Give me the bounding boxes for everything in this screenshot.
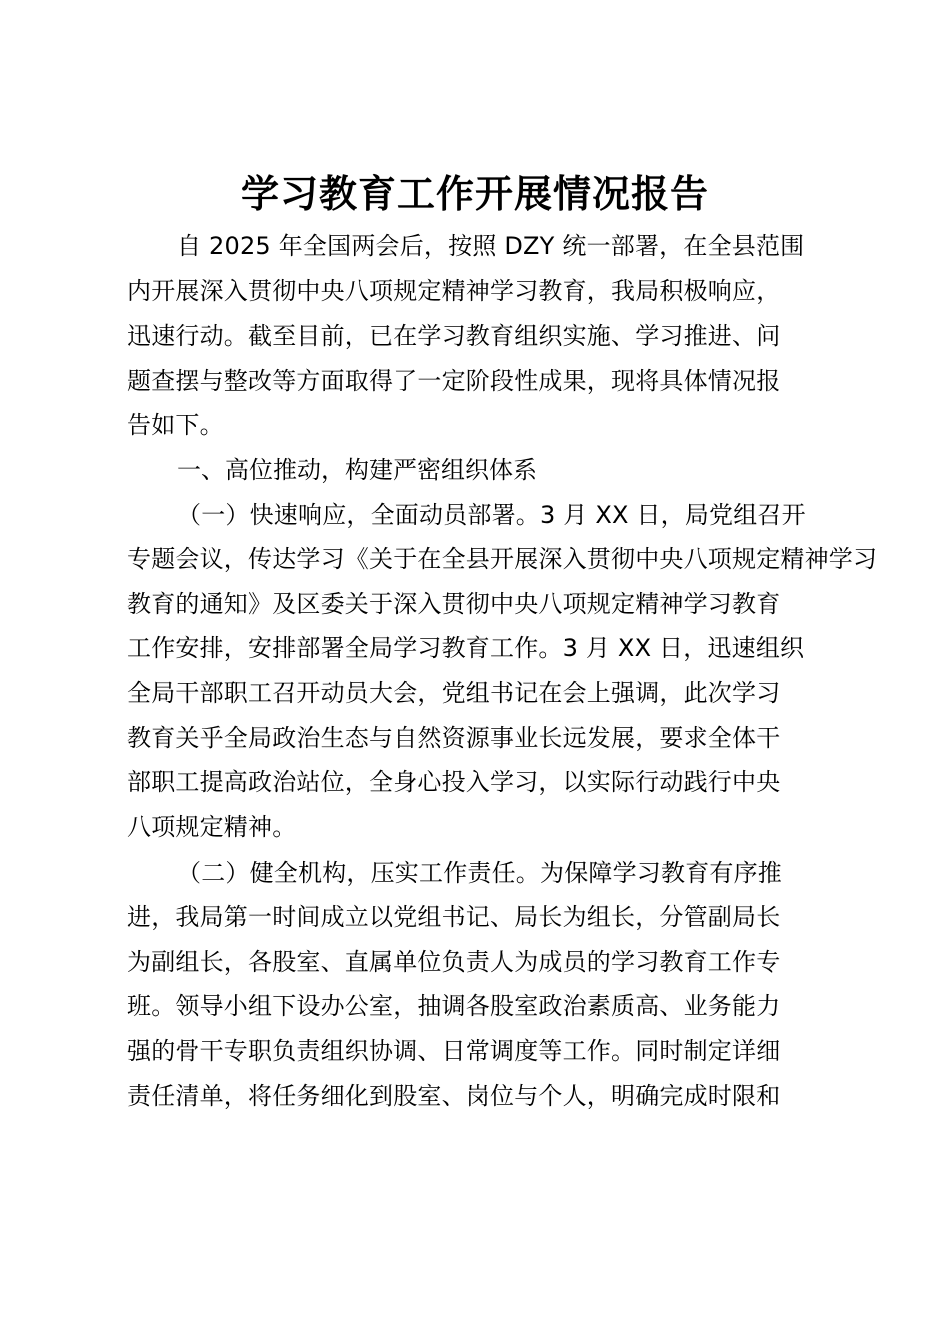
paragraph-line: 全局干部职工召开动员大会，党组书记在会上强调，此次学习 [127,679,781,707]
paragraph-line: 迅速行动。截至目前，已在学习教育组织实施、学习推进、问 [127,322,781,350]
paragraph-line: 自 2025 年全国两会后，按照 DZY 统一部署，在全县范围 [177,232,805,260]
paragraph-line: 内开展深入贯彻中央八项规定精神学习教育，我局积极响应， [127,277,781,305]
paragraph-line: （二）健全机构，压实工作责任。为保障学习教育有序推 [177,859,782,887]
document-title: 学习教育工作开展情况报告 [240,172,709,216]
paragraph-line: 教育关乎全局政治生态与自然资源事业长远发展，要求全体干 [127,724,781,752]
paragraph-line: 部职工提高政治站位，全身心投入学习，以实际行动践行中央 [127,768,781,796]
paragraph-line: 班。领导小组下设办公室，抽调各股室政治素质高、业务能力 [127,992,781,1020]
paragraph-line: 强的骨干专职负责组织协调、日常调度等工作。同时制定详细 [127,1037,781,1065]
section-heading: 一、高位推动，构建严密组织体系 [177,456,537,484]
paragraph-line: 工作安排，安排部署全局学习教育工作。3 月 XX 日，迅速组织 [127,634,805,662]
paragraph-line: 专题会议，传达学习《关于在全县开展深入贯彻中央八项规定精神学习 [127,545,878,573]
paragraph-line: 为副组长，各股室、直属单位负责人为成员的学习教育工作专 [127,948,781,976]
paragraph-line: 八项规定精神。 [127,813,297,841]
paragraph-line: （一）快速响应，全面动员部署。3 月 XX 日，局党组召开 [177,501,806,529]
paragraph-line: 告如下。 [127,411,224,439]
paragraph-line: 进，我局第一时间成立以党组书记、局长为组长，分管副局长 [127,903,781,931]
paragraph-line: 教育的通知》及区委关于深入贯彻中央八项规定精神学习教育 [127,590,781,618]
paragraph-line: 责任清单，将任务细化到股室、岗位与个人，明确完成时限和 [127,1082,781,1110]
paragraph-line: 题查摆与整改等方面取得了一定阶段性成果，现将具体情况报 [127,367,781,395]
